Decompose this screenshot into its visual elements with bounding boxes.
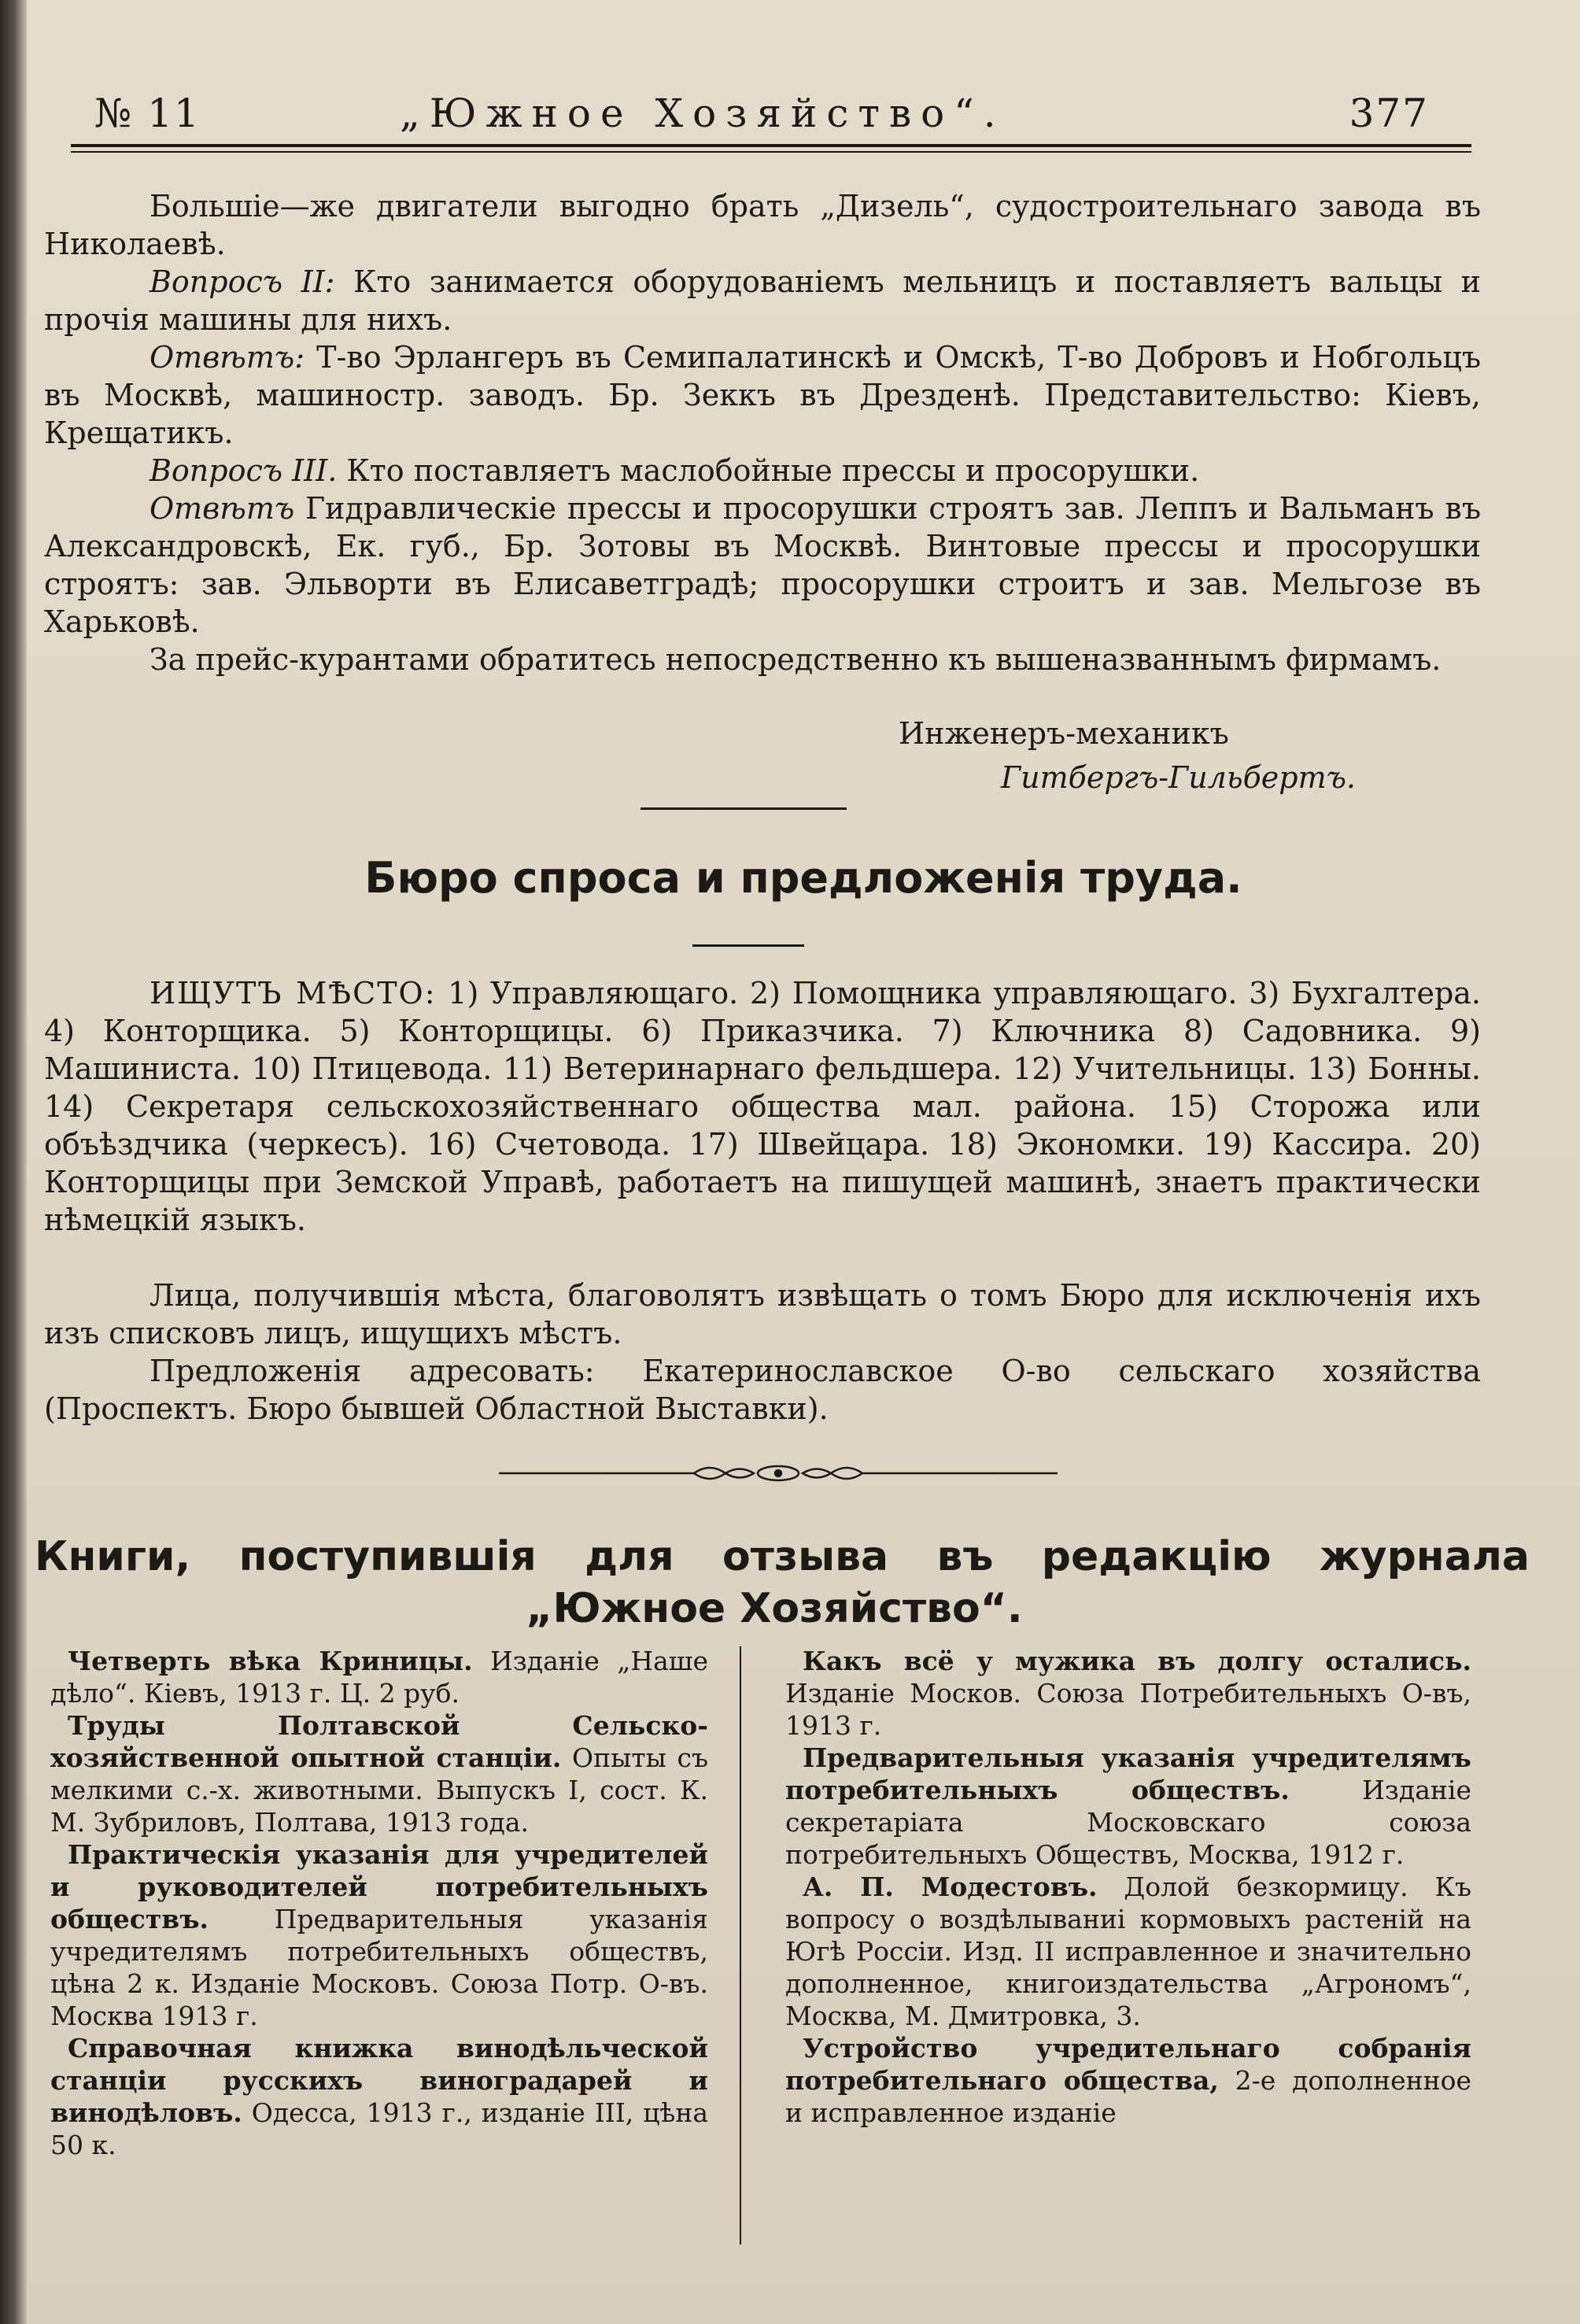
books-right-column [785, 1645, 1471, 2129]
question-3: Вопросъ III. Кто поставляетъ маслобойные прессы и просорушки. [150, 453, 1200, 488]
book-entry: А. П. Модестовъ. Долой безкормицу. Къ вопросу о воздѣлываниi кормовыхъ растенiй на Югѣ Россiи. Изд. II исправленное и значительно дополненное, книгоиздательства „Агрономъ“, Москва, М. Дмитровка, 3. [785, 1871, 1471, 2031]
answer-2: Отвѣтъ: Т-во Эрлангеръ въ Семипалатинскѣ и Омскѣ, Т-во Добровъ и Нобгольцъ въ Москвѣ, машиностр. заводъ. Бр. Зеккъ въ Дрезденѣ. Представительство: Кiевъ, Крещатикъ. [44, 340, 1481, 450]
notify-paragraph: Лица, получившiя мѣста, благоволятъ извѣщать о томъ Бюро для исключенiя ихъ изъ списковъ лицъ, ищущихъ мѣстъ. [44, 1278, 1481, 1350]
signature-title: Инженеръ-механикъ [899, 716, 1229, 751]
heading-underline [692, 944, 804, 947]
header-rule-thin [71, 151, 1471, 153]
journal-title: „Южное Хозяйство“. [400, 91, 1006, 136]
book-entry: Практическiя указанiя для учредителей и руководителей потребительныхъ обществъ. Предварительныя указанiя учредителямъ потребительныхъ обществъ, цѣна 2 к. Изданiе Московъ. Союза Потр. О-въ. Москва 1913 г. [50, 1839, 708, 2031]
book-entry: Труды Полтавской Сельско-хозяйственной опытной станцiи. Опыты съ мелкими с.-х. животными. Выпускъ I, сост. К. М. Зубриловъ, Полтава, 1913 года. [50, 1710, 708, 1838]
header-rule [71, 144, 1471, 147]
books-heading-journal: „Южное Хозяйство“. [526, 1585, 1023, 1632]
column-divider [740, 1646, 741, 2245]
page-number: 377 [1349, 91, 1429, 136]
answer-3: Отвѣтъ Гидравлическiе прессы и просорушки строятъ зав. Леппъ и Вальманъ въ Александровскѣ, Ек. губ., Бр. Зотовы въ Москвѣ. Винтовые прессы и просорушки строятъ: зав. Эльворти въ Елисаветградѣ; просорушки строитъ и зав. Мельгозе въ Харьковѣ. [44, 491, 1481, 639]
signature-name: Гитбергъ-Гильбертъ. [1001, 760, 1357, 795]
ornamental-rule [499, 1458, 1058, 1489]
section-divider [640, 807, 847, 810]
price-list-paragraph: За прейс-курантами обратитесь непосредственно къ вышеназваннымъ фирмамъ. [150, 642, 1442, 677]
books-left-column [50, 1645, 708, 2161]
answer-2-label: Отвѣтъ: [150, 340, 305, 375]
seeking-label: ИЩУТЪ МѢСТО: [150, 976, 437, 1011]
book-entry: Справочная книжка винодѣльческой станцiи русскихъ виноградарей и винодѣловъ. Одесса, 1913 г., изданiе III, цѣна 50 к. [50, 2033, 708, 2160]
books-heading: Книги, поступившiя для отзыва въ редакцiю журнала [35, 1533, 1530, 1580]
question-2-label: Вопросъ II: [150, 264, 335, 299]
book-entry: Устройство учредительнаго собранiя потребительнаго общества, 2-е дополненное и исправленное изданiе [785, 2033, 1471, 2128]
question-2: Вопросъ II: Кто занимается оборудованiемъ мельницъ и поставляетъ вальцы и прочiя машины для нихъ. [44, 264, 1481, 337]
book-entry: Четверть вѣка Криницы. Изданiе „Наше дѣло“. Кiевъ, 1913 г. Ц. 2 руб. [50, 1646, 708, 1709]
bureau-heading: Бюро спроса и предложенiя труда. [364, 853, 1242, 903]
journal-page [27, 0, 1580, 2324]
answer-3-label: Отвѣтъ [150, 491, 295, 526]
running-head [94, 85, 1429, 142]
issue-number: № 11 [94, 91, 201, 136]
question-3-label: Вопросъ III. [150, 453, 338, 488]
seeking-positions: ИЩУТЪ МѢСТО: 1) Управляющаго. 2) Помощника управляющаго. 3) Бухгалтера. 4) Конторщика. 5) Конторщицы. 6) Приказчика. 7) Ключника 8) Садовника. 9) Машиниста. 10) Птицевода. 11) Ветеринарнаго фельдшера. 12) Учительницы. 13) Бонны. 14) Секретаря сельскохозяйственнаго общества мал. района. 15) Сторожа или объѣздчика (черкесъ). 16) Счетовода. 17) Швейцара. 18) Экономки. 19) Кассира. 20) Конторщицы при Земской Управѣ, работаетъ на пишущей машинѣ, знаетъ практически нѣмецкiй языкъ. [44, 976, 1481, 1237]
address-paragraph: Предложенiя адресовать: Екатеринославское О-во сельскаго хозяйства (Проспектъ. Бюро бывшей Областной Выставки). [44, 1354, 1481, 1426]
book-entry: Предварительныя указанiя учредителямъ потребительныхъ обществъ. Изданiе секретарiата Московскаго союза потребительныхъ Обществъ, Москва, 1912 г. [785, 1742, 1471, 1870]
answer-paragraph-1: Большiе—же двигатели выгодно брать „Дизель“, судостроительнаго завода въ Николаевѣ. [44, 189, 1481, 261]
book-entry: Какъ всё у мужика въ долгу остались. Изданiе Москов. Союза Потребительныхъ О-въ, 1913 г. [785, 1646, 1471, 1741]
binding-edge [0, 0, 27, 2324]
